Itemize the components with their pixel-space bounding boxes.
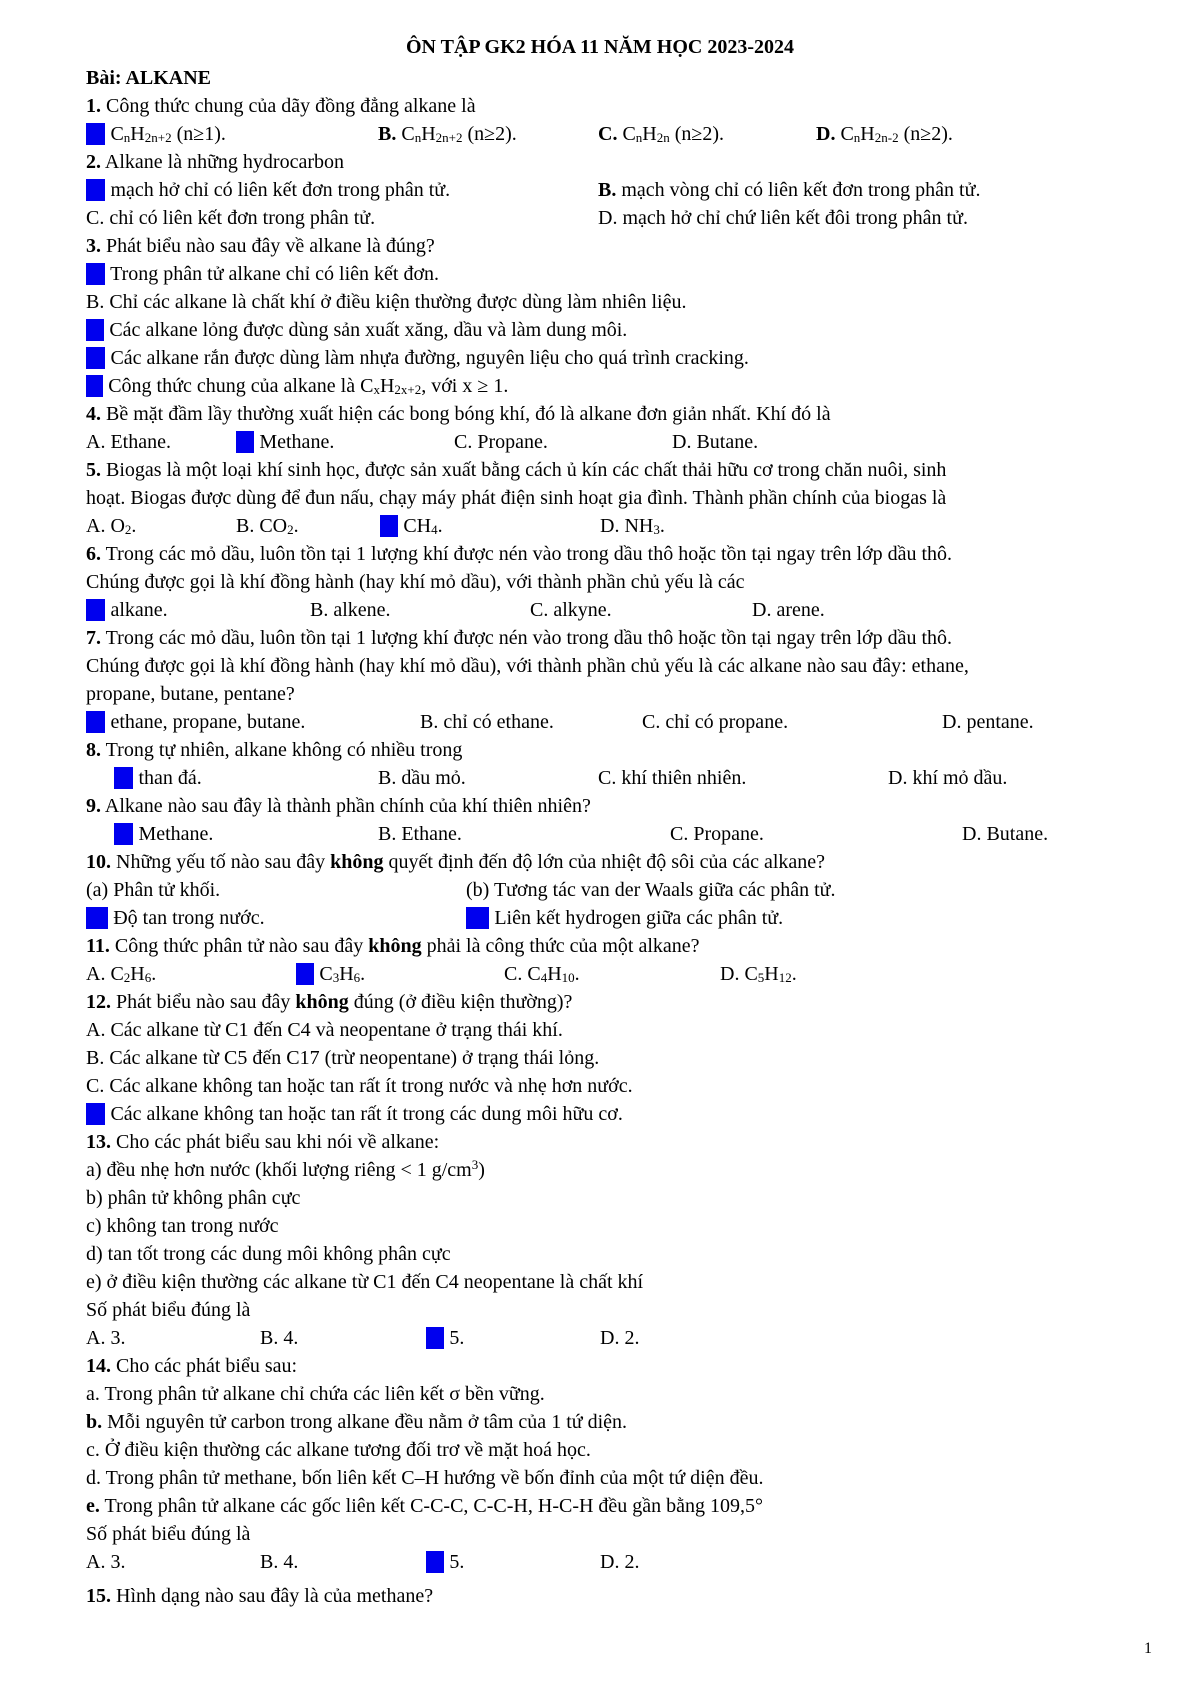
option-c[interactable]: (c) Độ tan trong nước. xyxy=(86,907,265,929)
question-10-options-ab xyxy=(86,876,1166,904)
question-12: 12. Phát biểu nào sau đây không đúng (ở điều kiện thường)? xyxy=(86,991,573,1013)
option-a[interactable]: A. ethane, propane, butane. xyxy=(86,711,306,733)
question-4-options xyxy=(86,428,1166,456)
option-c[interactable]: C. $C_nH_{2n}$ (n≥2). xyxy=(598,123,725,145)
option-b[interactable]: B. $C_3H_6$. xyxy=(296,963,366,985)
statement-a: a. Trong phân tử alkane chỉ chứa các liên kết σ bền vững. xyxy=(86,1383,545,1405)
option-c[interactable]: C. khí thiên nhiên. xyxy=(598,767,747,789)
statement-a: a) đều nhẹ hơn nước (khối lượng riêng < 1 $g/cm^3$) xyxy=(86,1157,485,1181)
option-b[interactable]: B. 4. xyxy=(260,1551,299,1573)
option-d[interactable]: (d) Liên kết hydrogen giữa các phân tử. xyxy=(466,907,784,929)
question-7: 7. Trong các mỏ dầu, luôn tồn tại 1 lượng khí được nén vào trong dầu thô hoặc tồn tại ngay trên lớp dầu thô. xyxy=(86,627,953,649)
option-b[interactable]: B. mạch vòng chỉ có liên kết đơn trong phân tử. xyxy=(598,179,981,201)
question-7-options xyxy=(86,708,1166,736)
option-d[interactable]: D. Các alkane rắn được dùng làm nhựa đường, nguyên liệu cho quá trình cracking. xyxy=(86,347,749,369)
question-13-options xyxy=(86,1324,1166,1352)
question-10: 10. Những yếu tố nào sau đây không quyết định đến độ lớn của nhiệt độ sôi của các alkane? xyxy=(86,851,826,873)
option-d[interactable]: D. 2. xyxy=(600,1327,640,1349)
option-c[interactable]: C. chỉ có propane. xyxy=(642,711,789,733)
statement-b: b. Mỗi nguyên tử carbon trong alkane đều nằm ở tâm của 1 tứ diện. xyxy=(86,1411,628,1433)
option-a[interactable]: A. Ethane. xyxy=(86,431,171,453)
question-6: 6. Trong các mỏ dầu, luôn tồn tại 1 lượng khí được nén vào trong dầu thô hoặc tồn tại ngay trên lớp dầu thô. xyxy=(86,543,953,565)
option-a[interactable]: A. $C_2H_6$. xyxy=(86,963,157,985)
option-a[interactable]: A. Trong phân tử alkane chỉ có liên kết đơn. xyxy=(86,263,440,285)
question-1: 1. Công thức chung của dãy đồng đẳng alkane là xyxy=(86,95,476,117)
question-6-options xyxy=(86,596,1166,624)
option-a[interactable]: A. alkane. xyxy=(86,599,168,621)
option-b[interactable]: B. Ethane. xyxy=(378,823,462,845)
option-b[interactable]: B. Methane. xyxy=(236,431,335,453)
question-7-cont-2: propane, butane, pentane? xyxy=(86,683,295,705)
option-c[interactable]: C. 5. xyxy=(426,1551,465,1573)
option-a[interactable]: A. than đá. xyxy=(114,767,202,789)
question-3: 3. Phát biểu nào sau đây về alkane là đúng? xyxy=(86,235,435,257)
question-7-cont: Chúng được gọi là khí đồng hành (hay khí mỏ dầu), với thành phần chủ yếu là các alkane nào sau đây: ethane, xyxy=(86,655,969,677)
option-c[interactable]: C. $CH_4$. xyxy=(380,515,443,537)
option-b[interactable]: B. dầu mỏ. xyxy=(378,767,466,789)
option-b[interactable]: B. 4. xyxy=(260,1327,299,1349)
option-d[interactable]: D. khí mỏ dầu. xyxy=(888,767,1008,789)
question-5-cont: hoạt. Biogas được dùng để đun nấu, chạy máy phát điện sinh hoạt gia đình. Thành phần chính của biogas là xyxy=(86,487,947,509)
option-a[interactable]: A. $O_2$. xyxy=(86,515,137,537)
option-b[interactable]: B. $CO_2$. xyxy=(236,515,299,537)
question-2: 2. Alkane là những hydrocarbon xyxy=(86,151,345,173)
option-b[interactable]: B. Các alkane từ C5 đến C17 (trừ neopentane) ở trạng thái lỏng. xyxy=(86,1047,600,1069)
question-9-options xyxy=(86,820,1166,848)
option-d[interactable]: D. mạch hở chỉ chứ liên kết đôi trong phân tử. xyxy=(598,207,968,229)
option-d[interactable]: D. 2. xyxy=(600,1551,640,1573)
statement-d: d. Trong phân tử methane, bốn liên kết C–H hướng về bốn đỉnh của một tứ diện đều. xyxy=(86,1467,764,1489)
question-2-options-cd xyxy=(86,204,1166,232)
option-b[interactable]: B. alkene. xyxy=(310,599,391,621)
question-14: 14. Cho các phát biểu sau: xyxy=(86,1355,298,1377)
option-b[interactable]: B. $C_nH_{2n+2}$ (n≥2). xyxy=(378,123,517,145)
option-d[interactable]: D. arene. xyxy=(752,599,825,621)
document-title: ÔN TẬP GK2 HÓA 11 NĂM HỌC 2023-2024 xyxy=(406,36,794,58)
statement-e: e) ở điều kiện thường các alkane từ C1 đến C4 neopentane là chất khí xyxy=(86,1271,644,1293)
option-c[interactable]: C. $C_4H_{10}$. xyxy=(504,963,580,985)
question-5: 5. Biogas là một loại khí sinh học, được sản xuất bằng cách ủ kín các chất thải hữu cơ trong chăn nuôi, sinh xyxy=(86,459,947,481)
option-a[interactable]: A. mạch hở chỉ có liên kết đơn trong phân tử. xyxy=(86,179,451,201)
option-d[interactable]: D. $C_nH_{2n-2}$ (n≥2). xyxy=(816,123,953,145)
section-heading: Bài: ALKANE xyxy=(86,67,212,89)
option-b[interactable]: B. chỉ có ethane. xyxy=(420,711,554,733)
option-d[interactable]: D. pentane. xyxy=(942,711,1034,733)
option-a[interactable]: A. Các alkane từ C1 đến C4 và neopentane ở trạng thái khí. xyxy=(86,1019,563,1041)
option-c[interactable]: C. Propane. xyxy=(454,431,548,453)
option-c[interactable]: C. chỉ có liên kết đơn trong phân tử. xyxy=(86,207,376,229)
statement-b: b) phân tử không phân cực xyxy=(86,1187,301,1209)
option-a[interactable]: A. 3. xyxy=(86,1551,126,1573)
option-c[interactable]: C. Các alkane lỏng được dùng sản xuất xăng, dầu và làm dung môi. xyxy=(86,319,628,341)
option-c[interactable]: C. Propane. xyxy=(670,823,764,845)
option-a[interactable]: A. $C_nH_{2n+2}$ (n≥1). xyxy=(86,123,226,145)
question-1-options xyxy=(86,120,1166,148)
statement-d: d) tan tốt trong các dung môi không phân cực xyxy=(86,1243,451,1265)
option-d[interactable]: D. Butane. xyxy=(962,823,1049,845)
question-13-count: Số phát biểu đúng là xyxy=(86,1299,251,1321)
option-c[interactable]: C. Các alkane không tan hoặc tan rất ít trong nước và nhẹ hơn nước. xyxy=(86,1075,633,1097)
question-6-cont: Chúng được gọi là khí đồng hành (hay khí mỏ dầu), với thành phần chủ yếu là các xyxy=(86,571,745,593)
question-15: 15. Hình dạng nào sau đây là của methane? xyxy=(86,1585,434,1607)
option-b[interactable]: B. Chỉ các alkane là chất khí ở điều kiện thường được dùng làm nhiên liệu. xyxy=(86,291,687,313)
question-13: 13. Cho các phát biểu sau khi nói về alkane: xyxy=(86,1131,440,1153)
option-e[interactable]: E. Công thức chung của alkane là $C_xH_{2x+2}$, với x ≥ 1. xyxy=(86,375,509,397)
question-11: 11. Công thức phân tử nào sau đây không phải là công thức của một alkane? xyxy=(86,935,700,957)
option-a[interactable]: A. 3. xyxy=(86,1327,126,1349)
question-8-options xyxy=(86,764,1166,792)
option-b[interactable]: (b) Tương tác van der Waals giữa các phân tử. xyxy=(466,879,836,901)
statement-c: c. Ở điều kiện thường các alkane tương đối trơ về mặt hoá học. xyxy=(86,1439,591,1461)
question-14-count: Số phát biểu đúng là xyxy=(86,1523,251,1545)
option-a[interactable]: (a) Phân tử khối. xyxy=(86,879,221,901)
option-d[interactable]: D. $NH_3$. xyxy=(600,515,665,537)
question-14-options xyxy=(86,1548,1166,1576)
page-number: 1 xyxy=(1144,1640,1152,1657)
question-10-options-cd xyxy=(86,904,1166,932)
option-d[interactable]: D. $C_5H_{12}$. xyxy=(720,963,797,985)
document-content xyxy=(86,64,1166,1610)
question-5-options xyxy=(86,512,1166,540)
question-8: 8. Trong tự nhiên, alkane không có nhiều trong xyxy=(86,739,463,761)
option-d[interactable]: D. Các alkane không tan hoặc tan rất ít trong các dung môi hữu cơ. xyxy=(86,1103,623,1125)
statement-e: e. Trong phân tử alkane các gốc liên kết C-C-C, C-C-H, H-C-H đều gần bằng 109,5° xyxy=(86,1495,764,1517)
question-2-options-ab xyxy=(86,176,1166,204)
statement-c: c) không tan trong nước xyxy=(86,1215,279,1237)
option-a[interactable]: A. Methane. xyxy=(114,823,214,845)
question-9: 9. Alkane nào sau đây là thành phần chính của khí thiên nhiên? xyxy=(86,795,591,817)
option-c[interactable]: C. alkyne. xyxy=(530,599,612,621)
question-11-options xyxy=(86,960,1166,988)
option-c[interactable]: C. 5. xyxy=(426,1327,465,1349)
option-d[interactable]: D. Butane. xyxy=(672,431,759,453)
question-4: 4. Bề mặt đầm lầy thường xuất hiện các bong bóng khí, đó là alkane đơn giản nhất. Khí đó là xyxy=(86,403,831,425)
